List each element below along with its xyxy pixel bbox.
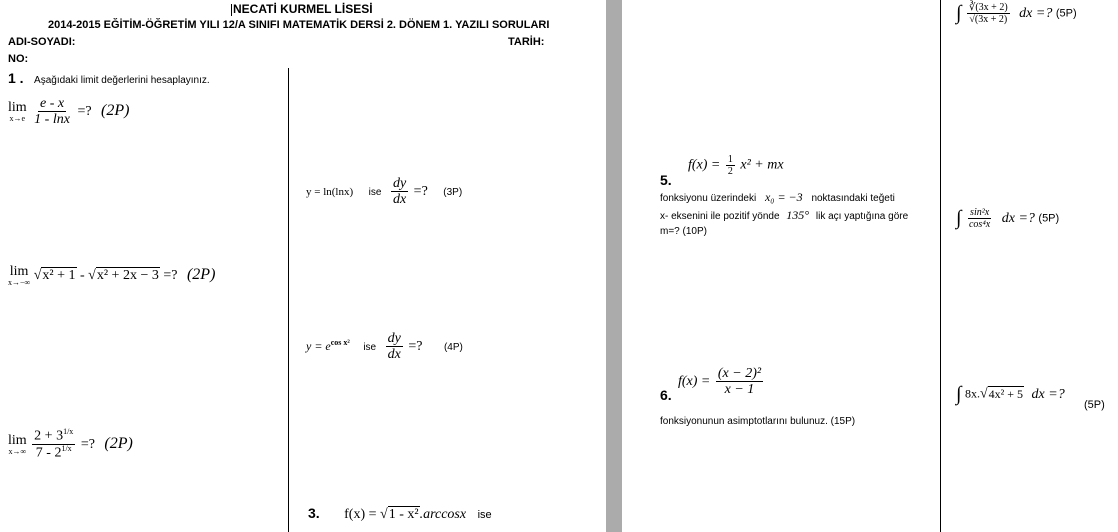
- question-5-function: f(x) = $\frac{1}{2}$ x² + mx: [688, 154, 784, 177]
- exam-title: 2014-2015 EĞİTİM-ÖĞRETİM YILI 12/A SINIFI MATEMATİK DERSİ 2. DÖNEM 1. YAZILI SORULARI: [48, 19, 550, 31]
- question-1-number: 1 .: [8, 70, 24, 86]
- question-1-instruction: Aşağıdaki limit değerlerini hesaplayınız.: [34, 75, 210, 86]
- points-label: (5P): [1084, 399, 1105, 411]
- document-page-right: [622, 0, 1118, 532]
- question-3-number: 3.: [308, 505, 320, 521]
- limit-1: lim x→e $\frac{e - x}{1 - \ln x}$ =? (2P): [8, 96, 130, 128]
- integral-3: ∫ 8x.√4x² + 5 dx =?: [956, 383, 1065, 405]
- derivative-1: y = ln(lnx) ise $\frac{dy}{dx}$ =? (3P): [306, 176, 463, 208]
- column-divider: [288, 68, 289, 532]
- question-5-line-3: m=? (10P): [660, 226, 707, 237]
- text-cursor: [231, 4, 232, 16]
- question-5-line-1: fonksiyonu üzerindeki x₀ = −3 noktasındaki teğeti: [660, 190, 895, 204]
- limit-3: lim x→∞ $\frac{2 + 3^{1/x}}{7 - 2^{1/x}}$ =? (2P): [8, 427, 133, 461]
- points-label: (4P): [443, 342, 463, 354]
- question-6-text: fonksiyonunun asimptotlarını bulunuz. (15P): [660, 416, 856, 427]
- question-6-function: f(x) = $\frac{\text{(x − 2)²}}{x - 1}$: [678, 366, 762, 398]
- points-label: (3P): [443, 187, 463, 199]
- points-label: (2P): [101, 102, 130, 120]
- question-6-number: 6.: [660, 387, 672, 403]
- integral-1: ∫ $\frac{∛(3x + 2)}{√(3x + 2)}$ dx =? (5P): [956, 2, 1077, 25]
- name-label: ADI-SOYADI:: [8, 36, 76, 48]
- date-label: TARİH:: [508, 36, 545, 48]
- points-label: (5P): [1055, 7, 1077, 20]
- points-label: (2P): [186, 266, 216, 284]
- no-label: NO:: [8, 53, 29, 65]
- points-label: (2P): [104, 434, 133, 452]
- question-5-number: 5.: [660, 172, 672, 188]
- question-3: 3. f(x) = √1 - x².arccosx ise: [308, 505, 492, 522]
- column-divider: [940, 0, 941, 532]
- school-name: NECATİ KURMEL LİSESİ: [233, 2, 373, 16]
- points-label: (5P): [1038, 212, 1060, 225]
- question-1-header: [8, 70, 210, 88]
- integral-2: ∫ $\frac{\text{sin²x}}{\text{cos⁴x}}$ dx =? (5P): [956, 207, 1060, 230]
- limit-2: lim x→−∞ √x² + 1 - √x² + 2x − 3 =? (2P): [8, 264, 216, 287]
- question-5-line-2: x- eksenini ile pozitif yönde 135° lik açı yaptığına göre: [660, 208, 909, 222]
- derivative-2: $y = e^{cos x^2}$ ise $\frac{dy}{dx}$ =? (4P): [306, 331, 463, 363]
